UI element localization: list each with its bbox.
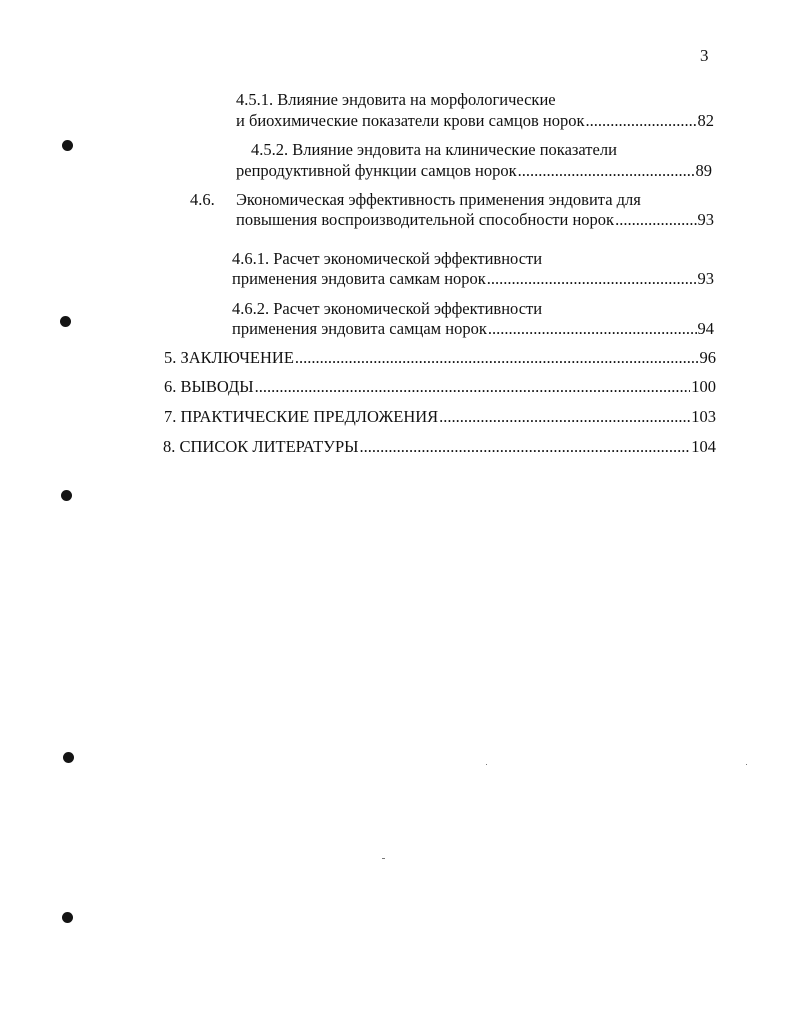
toc-page-ref: 93 [697,269,714,288]
toc-entry-title: 8. СПИСОК ЛИТЕРАТУРЫ [163,437,359,456]
toc-entry-4-5-2-line-2 [236,161,712,181]
toc-entry-8 [163,437,716,457]
toc-entry-4-6-1-line-2 [232,269,714,289]
dot-leader [488,319,697,339]
toc-page-ref: 89 [695,161,712,180]
binder-hole-dot [60,316,71,327]
toc-page-ref: 96 [699,348,716,367]
dot-leader [295,348,699,368]
toc-entry-4-6-2-line-1: 4.6.2. Расчет экономической эффективности [232,299,543,318]
binder-hole-dot [61,490,72,501]
toc-entry-title: применения эндовита самкам норок [232,269,486,288]
toc-entry-7 [164,407,716,427]
toc-entry-4-6-number: 4.6. [190,190,215,209]
toc-entry-4-6-line-2 [236,210,714,230]
toc-entry-title: 5. ЗАКЛЮЧЕНИЕ [164,348,294,367]
toc-entry-4-5-1-line-1: 4.5.1. Влияние эндовита на морфологические [236,90,556,109]
binder-hole-dot [62,912,73,923]
toc-page-ref: 100 [691,377,716,396]
toc-entry-title: и биохимические показатели крови самцов норок [236,111,585,130]
scan-speck [746,764,747,765]
toc-entry-4-5-2-line-1: 4.5.2. Влияние эндовита на клинические показатели [251,140,617,159]
toc-entry-4-6-1-line-1: 4.6.1. Расчет экономической эффективности [232,249,543,268]
dot-leader [585,111,696,131]
page-number: 3 [700,46,709,65]
toc-page-ref: 82 [697,111,714,130]
toc-entry-6 [164,377,716,397]
toc-entry-4-5-1-line-2 [236,111,714,131]
dot-leader [487,269,697,289]
dot-leader [439,407,690,427]
toc-entry-title: 7. ПРАКТИЧЕСКИЕ ПРЕДЛОЖЕНИЯ [164,407,439,426]
dot-leader [518,161,695,181]
binder-hole-dot [62,140,73,151]
binder-hole-dot [63,752,74,763]
toc-entry-5 [164,348,716,368]
toc-entry-4-6-line-1: Экономическая эффективность применения эндовита для [236,190,641,209]
dot-leader [255,377,691,397]
toc-entry-title: применения эндовита самцам норок [232,319,487,338]
dot-leader [615,210,696,230]
scan-speck [382,858,385,859]
dot-leader [360,437,691,457]
toc-page-ref: 103 [691,407,716,426]
toc-entry-title: репродуктивной функции самцов норок [236,161,517,180]
toc-page-ref: 104 [691,437,716,456]
toc-entry-4-6-2-line-2 [232,319,714,339]
toc-entry-title: 6. ВЫВОДЫ [164,377,254,396]
toc-page-ref: 93 [697,210,714,229]
scan-speck [486,764,487,765]
toc-entry-title: повышения воспроизводительной способности норок [236,210,615,229]
toc-page-ref: 94 [697,319,714,338]
